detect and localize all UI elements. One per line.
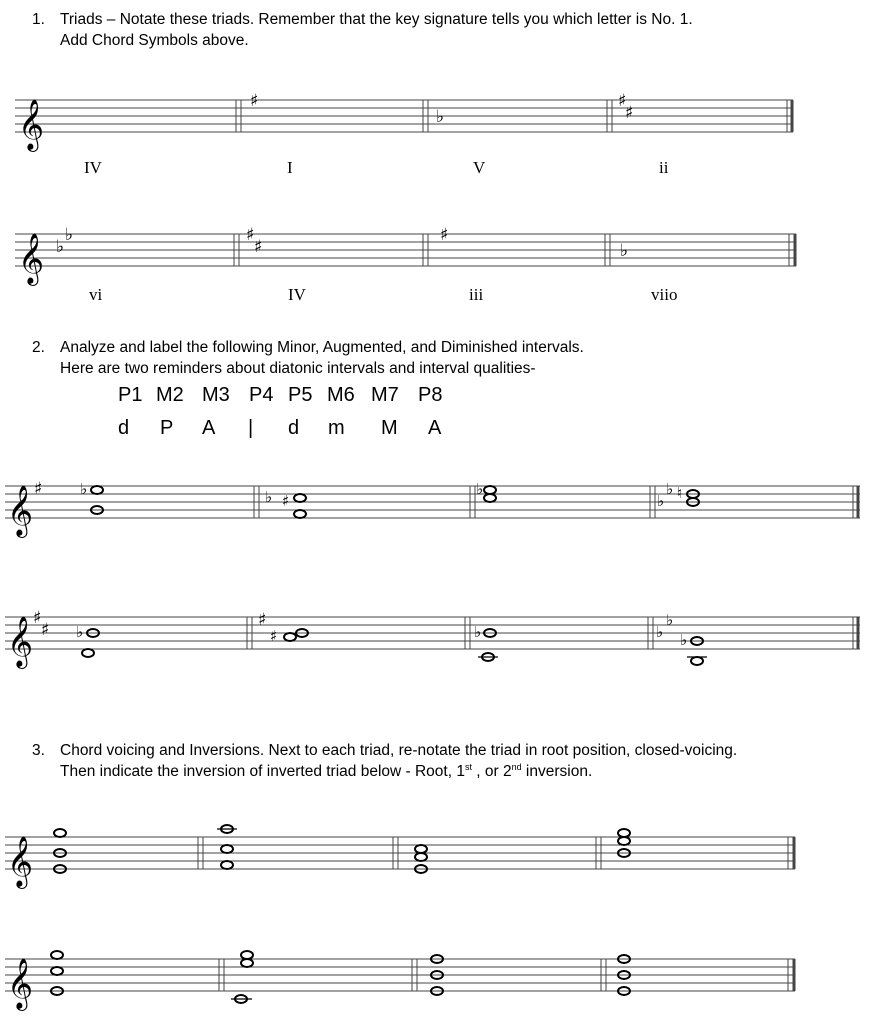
treble-clef-icon: 𝄞 [18,233,45,284]
question-2-number: 2. [32,339,45,356]
interval-quality: A [428,417,442,439]
question-2-line-1: Analyze and label the following Minor, Augmented, and Diminished intervals. [60,339,584,356]
flat-icon: ♭ [80,480,88,498]
roman-numeral: iii [469,285,484,304]
interval-name: P4 [249,384,274,406]
interval-quality: A [202,417,216,439]
whole-note-icon [82,649,94,657]
flat-icon: ♭ [657,492,665,510]
roman-numeral: viio [651,285,678,304]
whole-note-icon [241,951,253,959]
whole-note-icon [415,845,427,853]
whole-note-icon [618,829,630,837]
sharp-icon: ♯ [34,479,43,499]
flat-icon: ♭ [65,225,74,245]
whole-note-icon [221,861,233,869]
question-1-number: 1. [32,11,45,28]
flat-icon: ♭ [666,480,674,498]
whole-note-icon [241,959,253,967]
flat-icon: ♭ [680,631,688,649]
treble-clef-icon: 𝄞 [7,836,34,887]
treble-clef-icon: 𝄞 [18,99,45,150]
staff-3 [5,486,860,518]
interval-quality: d [288,417,300,439]
staff-2 [15,234,796,266]
question-3-line-2-text-a: Then indicate the inversion of inverted triad below - Root, 1 [60,763,465,780]
sharp-icon: ♯ [254,237,263,257]
question-1-line-1: Triads – Notate these triads. Remember that the key signature tells you which letter is No. 1. [60,11,693,28]
flat-icon: ♭ [436,107,445,127]
whole-note-icon [484,494,496,502]
whole-note-icon [284,633,296,641]
interval-quality: | [248,417,254,439]
treble-clef-icon: 𝄞 [7,958,34,1009]
interval-name: P8 [418,384,443,406]
roman-numeral: ii [659,158,669,177]
interval-name: M2 [156,384,184,406]
question-3-line-2-text-b: , or 2 [471,763,512,780]
interval-name: P5 [288,384,313,406]
sharp-icon: ♯ [33,608,42,628]
whole-note-icon [691,657,703,665]
question-2-line-2: Here are two reminders about diatonic intervals and interval qualities- [60,360,536,377]
treble-clef-icon: 𝄞 [7,485,34,536]
question-3-line-2-text-c: inversion. [521,763,593,780]
interval-name: M6 [327,384,355,406]
flat-icon: ♭ [56,237,65,257]
whole-note-icon [91,486,103,494]
sharp-icon: ♯ [250,91,259,111]
ordinal-suffix: nd [511,762,522,772]
roman-numeral: I [287,158,293,177]
flat-icon: ♭ [476,480,484,498]
sharp-icon: ♯ [625,103,634,123]
staff-5 [5,837,795,869]
flat-icon: ♭ [474,623,482,641]
sharp-icon: ♯ [41,620,50,640]
whole-note-icon [618,837,630,845]
sharp-icon: ♯ [258,610,267,630]
treble-clef-icon: 𝄞 [7,616,34,667]
interval-quality: P [160,417,174,439]
flat-icon: ♭ [265,488,273,506]
roman-numeral: IV [288,285,306,304]
whole-note-icon [415,853,427,861]
question-1-line-2: Add Chord Symbols above. [60,32,249,49]
ordinal-suffix: st [464,762,472,772]
flat-icon: ♭ [656,623,664,641]
flat-icon: ♭ [666,611,674,629]
whole-note-icon [51,967,63,975]
interval-quality: d [118,417,130,439]
interval-name: P1 [118,384,143,406]
flat-icon: ♭ [76,623,84,641]
interval-name: M3 [202,384,230,406]
roman-numeral: V [473,158,486,177]
interval-name: M7 [371,384,399,406]
natural-icon: ♮ [677,484,683,502]
whole-note-icon [294,510,306,518]
staff-6 [5,959,795,991]
sharp-icon: ♯ [270,627,278,645]
interval-quality: M [381,417,398,439]
roman-numeral: IV [84,158,102,177]
sharp-icon: ♯ [440,225,449,245]
sharp-icon: ♯ [618,91,627,111]
whole-note-icon [484,486,496,494]
whole-note-icon [294,494,306,502]
whole-note-icon [51,951,63,959]
sharp-icon: ♯ [246,225,255,245]
staff-1 [15,100,793,132]
interval-quality: m [328,417,345,439]
question-3-line-1: Chord voicing and Inversions. Next to each triad, re-notate the triad in root position, closed-voicing. [60,742,738,759]
question-3-number: 3. [32,742,45,759]
roman-numeral: vi [89,285,103,304]
flat-icon: ♭ [620,241,629,261]
whole-note-icon [54,829,66,837]
whole-note-icon [221,845,233,853]
sharp-icon: ♯ [282,492,290,510]
staff-4 [5,617,860,649]
